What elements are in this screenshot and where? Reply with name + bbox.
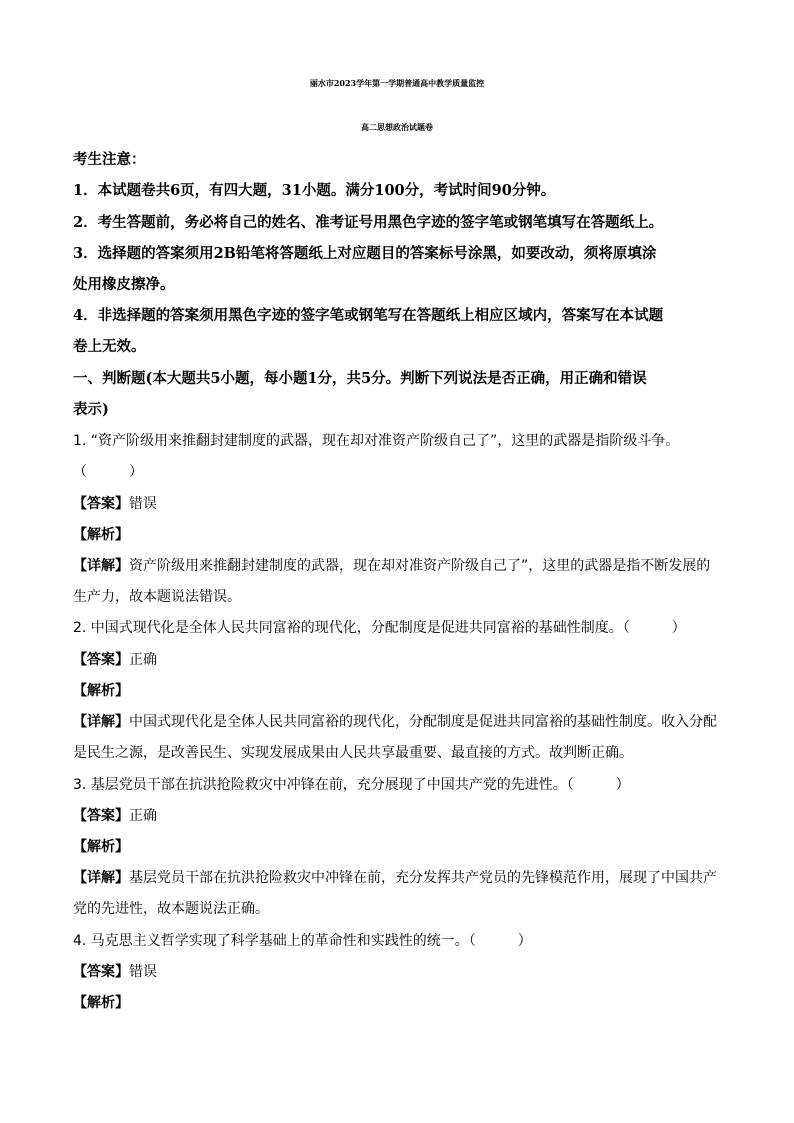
question-1-detail [73,556,710,576]
question-3-stem: 3. 基层党员干部在抗洪抢险救灾中冲锋在前，充分展现了中国共产党的先进性。（ ） [73,777,630,793]
question-1-detail-cont: 生产力，故本题说法错误。 [73,589,241,605]
section-heading-cont: 表示) [73,401,109,418]
question-3-detail-cont: 党的先进性，故本题说法正确。 [73,901,269,917]
question-3-answer [73,806,157,826]
answer-tag: 【答案】 [73,496,129,512]
answer-value: 错误 [129,496,157,512]
answer-value: 正确 [129,652,157,668]
question-2-answer [73,650,157,670]
question-1-analysis [73,525,129,545]
notice-item-2: 2．考生答题前，务必将自己的姓名、准考证号用黑色字迹的签字笔或钢笔填写在答题纸上。 [73,214,664,231]
question-4-answer [73,962,157,982]
question-2-analysis [73,681,129,701]
question-1-stem: 1. “资产阶级用来推翻封建制度的武器，现在却对准资产阶级自己了”，这里的武器是指阶级斗争。 [73,433,680,449]
analysis-tag: 【解析】 [73,995,129,1011]
notice-item-4: 4．非选择题的答案须用黑色字迹的签字笔或钢笔写在答题纸上相应区域内，答案写在本试题 [73,307,664,324]
notice-item-3: 3．选择题的答案须用2B铅笔将答题纸上对应题目的答案标号涂黑，如要改动，须将原填涂 [73,245,657,262]
answer-value: 正确 [129,808,157,824]
answer-tag: 【答案】 [73,652,129,668]
question-2-detail-cont: 是民生之源，是改善民生、实现发展成果由人民共享最重要、最直接的方式。故判断正确。 [73,745,633,761]
answer-tag: 【答案】 [73,964,129,980]
question-3-detail [73,868,717,888]
exam-title: 丽水市2023学年第一学期普通高中教学质量监控 [309,78,485,88]
question-4-analysis [73,993,129,1013]
detail-tag: 【详解】 [73,870,129,886]
detail-text: 基层党员干部在抗洪抢险救灾中冲锋在前，充分发挥共产党员的先锋模范作用，展现了中国共产 [129,870,717,886]
answer-value: 错误 [129,964,157,980]
answer-tag: 【答案】 [73,808,129,824]
notice-item-1: 1．本试题卷共6页，有四大题，31小题。满分100分，考试时间90分钟。 [73,182,556,199]
exam-subtitle: 高二思想政治试题卷 [361,122,433,132]
analysis-tag: 【解析】 [73,527,129,543]
question-2-detail [73,712,717,732]
detail-tag: 【详解】 [73,558,129,574]
notice-item-3-cont: 处用橡皮擦净。 [73,276,175,293]
detail-tag: 【详解】 [73,714,129,730]
question-1-answer [73,494,157,514]
section-heading: 一、判断题(本大题共5小题，每小题1分，共5分。判断下列说法是否正确，用正确和错误 [73,370,647,387]
analysis-tag: 【解析】 [73,839,129,855]
question-1-blank: （ ） [73,464,143,480]
question-2-stem: 2. 中国式现代化是全体人民共同富裕的现代化，分配制度是促进共同富裕的基础性制度。（ ） [73,620,686,636]
analysis-tag: 【解析】 [73,683,129,699]
question-4-stem: 4. 马克思主义哲学实现了科学基础上的革命性和实践性的统一。（ ） [73,933,532,949]
detail-text: 资产阶级用来推翻封建制度的武器，现在却对准资产阶级自己了”，这里的武器是指不断发展的 [129,558,711,574]
notice-item-4-cont: 卷上无效。 [73,338,146,355]
notice-heading: 考生注意： [73,151,146,168]
detail-text: 中国式现代化是全体人民共同富裕的现代化，分配制度是促进共同富裕的基础性制度。收入分配 [129,714,717,730]
question-3-analysis [73,837,129,857]
